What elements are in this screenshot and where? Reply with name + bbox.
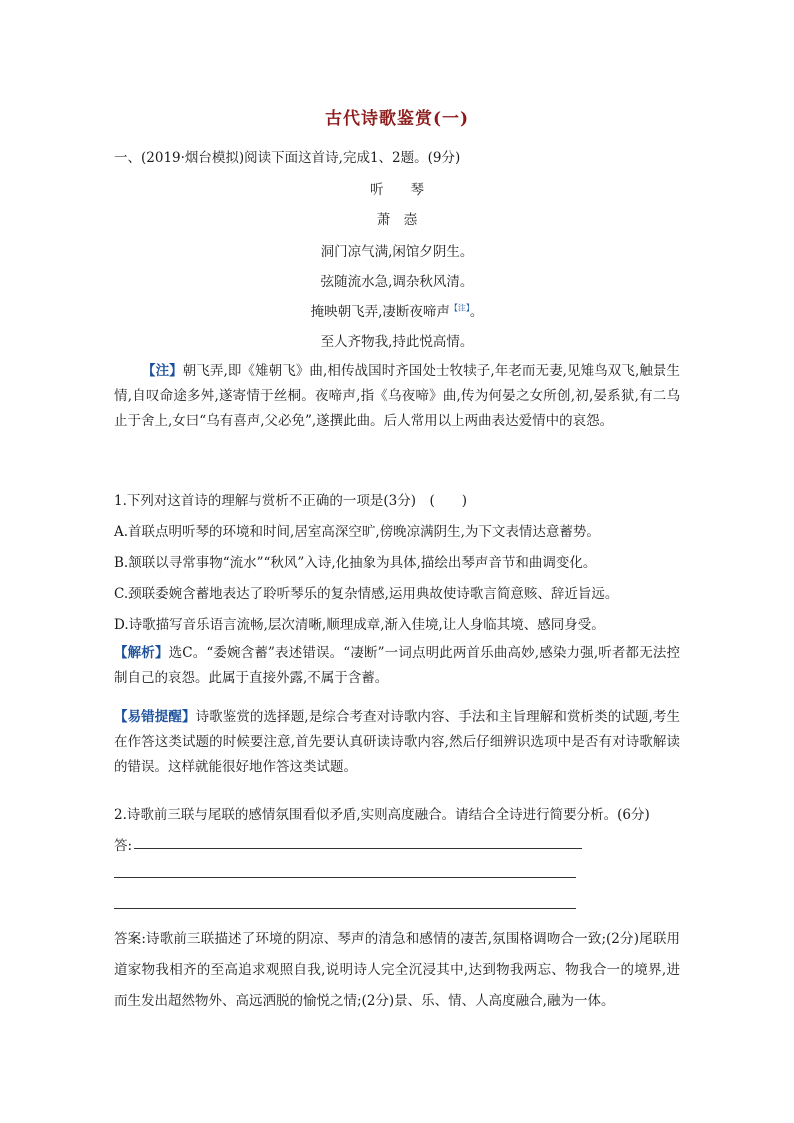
poem-line-4: 至人齐物我,持此悦高情。 <box>320 334 474 350</box>
answer-label: 答: <box>114 838 133 854</box>
poem-line-3-wrap <box>0 300 794 320</box>
poem-line-3-end: 。 <box>469 304 484 320</box>
section-intro: 一、(2019·烟台模拟)阅读下面这首诗,完成1、2题。(9分) <box>114 150 461 166</box>
poem-line-2: 弦随流水急,调杂秋风清。 <box>320 274 474 290</box>
poem-line-1: 洞门凉气满,闲馆夕阴生。 <box>320 244 474 260</box>
tip-label: 【易错提醒】 <box>114 709 196 725</box>
analysis-text: 选C。“委婉含蓄”表述错误。“凄断”一词点明此两首乐曲高妙,感染力强,听者都无法控制自己的哀怨。此属于直接外露,不属于含蓄。 <box>114 645 680 686</box>
tip-paragraph <box>114 705 680 780</box>
answer-line-3[interactable] <box>114 908 576 909</box>
tip-text: 诗歌鉴赏的选择题,是综合考查对诗歌内容、手法和主旨理解和赏析类的试题,考生在作答这类试题的时候要注意,首先要认真研读诗歌内容,然后仔细辨识选项中是否有对诗歌解读的错误。这样就能很好地作答这类试题。 <box>114 709 680 775</box>
q1-option-a: A.首联点明听琴的环境和时间,居室高深空旷,傍晚凉满阴生,为下文表情达意蓄势。 <box>114 524 600 540</box>
page-title: 古代诗歌鉴赏(一) <box>324 109 470 129</box>
note-label: 【注】 <box>142 363 183 379</box>
answer-line-1[interactable] <box>134 848 582 849</box>
note-paragraph <box>114 359 680 434</box>
poem-author: 萧 悫 <box>376 212 418 228</box>
answer-line-2[interactable] <box>114 877 576 878</box>
q1-option-c: C.颈联委婉含蓄地表达了聆听琴乐的复杂情感,运用典故使诗歌言简意赅、辞近旨远。 <box>114 586 619 602</box>
q1-option-d: D.诗歌描写音乐语言流畅,层次清晰,顺理成章,渐入佳境,让人身临其境、感同身受。 <box>114 617 605 633</box>
note-text: 朝飞弄,即《雉朝飞》曲,相传战国时齐国处士牧犊子,年老而无妻,见雉鸟双飞,触景生情,自叹命途多舛,遂寄情于丝桐。夜啼声,指《乌夜啼》曲,传为何晏之女所创,初,晏系狱,有二乌止于舍上,女曰“乌有喜声,父必免”,遂撰此曲。后人常用以上两曲表达爱情中的哀怨。 <box>114 363 680 429</box>
poem-title: 听 琴 <box>370 182 424 198</box>
poem-line-3: 掩映朝飞弄,凄断夜啼声 <box>310 304 450 320</box>
analysis-paragraph <box>114 641 680 691</box>
note-mark: 【注】 <box>449 303 470 313</box>
answer-paragraph: 答案:诗歌前三联描述了环境的阴凉、琴声的清急和感情的凄苦,氛围格调吻合一致;(2分)尾联用道家物我相齐的至高追求观照自我,说明诗人完全沉浸其中,达到物我两忘、物我合一的境界,进而生发出超然物外、高远洒脱的愉悦之情;(2分)景、乐、情、人高度融合,融为一体。 <box>114 931 680 1009</box>
q1-option-b: B.颔联以寻常事物“流水”“秋风”入诗,化抽象为具体,描绘出琴声音节和曲调变化。 <box>114 555 597 571</box>
question-2-stem: 2.诗歌前三联与尾联的感情氛围看似矛盾,实则高度融合。请结合全诗进行简要分析。(6分) <box>114 807 650 823</box>
analysis-label: 【解析】 <box>114 645 169 661</box>
question-1-stem: 1.下列对这首诗的理解与赏析不正确的一项是(3分) ( ) <box>114 493 468 509</box>
